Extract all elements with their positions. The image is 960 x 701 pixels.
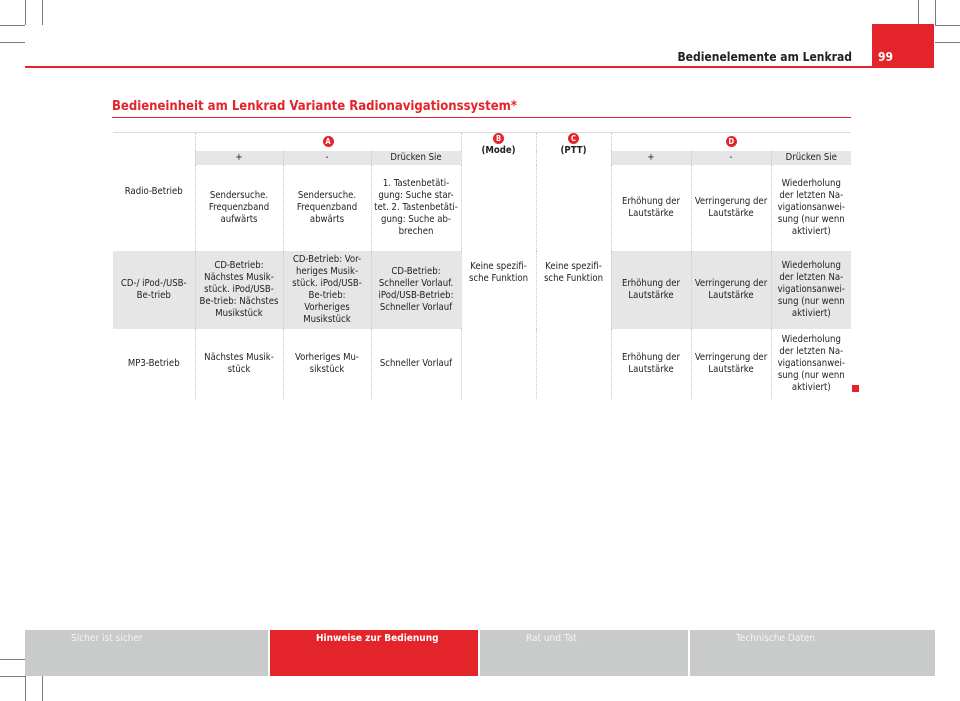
controls-table	[113, 132, 851, 399]
cell-d-press: Wiederholung der letzten Na-vigationsanwei-sung (nur wenn aktiviert)	[771, 251, 851, 329]
crop-mark	[0, 42, 25, 43]
crop-mark	[25, 0, 26, 25]
b-label: (Mode)	[481, 145, 516, 156]
c-function: Keine spezifi-sche Funktion	[543, 261, 604, 284]
cell-a-minus: Vorheriges Mu-sikstück	[283, 329, 371, 399]
column-b	[461, 133, 536, 400]
cell-a-plus: Nächstes Musik-stück	[195, 329, 283, 399]
marker-d: D	[726, 136, 737, 147]
crop-mark	[25, 676, 26, 701]
cell-d-plus: Erhöhung der Lautstärke	[611, 329, 691, 399]
marker-a: A	[323, 136, 334, 147]
group-header-d	[611, 133, 851, 152]
marker-b: B	[493, 133, 504, 144]
cell-d-press: Wiederholung der letzten Na-vigationsanwei-sung (nur wenn aktiviert)	[777, 178, 845, 237]
cell-d-minus: Verringerung der Lautstärke	[691, 165, 771, 251]
cell-d-minus: Verringerung der Lautstärke	[691, 329, 771, 399]
d-press-header: Drücken Sie	[771, 151, 851, 165]
crop-mark	[0, 676, 25, 677]
cell-a-plus: Sendersuche. Frequenzband aufwärts	[195, 165, 283, 251]
crop-mark	[42, 676, 43, 701]
group-header-a	[195, 133, 461, 152]
marker-c: C	[568, 133, 579, 144]
footer-tab-safety[interactable]: Sicher ist sicher	[25, 630, 270, 676]
c-label: (PTT)	[560, 145, 587, 156]
crop-mark	[0, 25, 25, 26]
cell-a-minus: CD-Betrieb: Vor-heriges Musik-stück. iPod/USB-Be-trieb: Vorheriges Musikstück	[283, 251, 371, 329]
column-c	[536, 133, 611, 400]
row-label-radio: Radio-Betrieb	[113, 133, 195, 252]
crop-mark	[0, 659, 25, 660]
header-title: Bedienelemente am Lenkrad	[677, 50, 852, 64]
d-minus-header: -	[691, 151, 771, 165]
header-divider	[25, 66, 872, 68]
a-plus-header: +	[195, 151, 283, 165]
d-plus-header: +	[611, 151, 691, 165]
a-press-header: Drücken Sie	[371, 151, 461, 165]
cell-a-press: CD-Betrieb: Schneller Vorlauf. iPod/USB-Betrieb: Schneller Vorlauf	[371, 251, 461, 329]
section-title: Bedieneinheit am Lenkrad Variante Radionavigationssystem*	[112, 99, 517, 114]
row-label-mp3: MP3-Betrieb	[113, 329, 195, 399]
cell-a-press: 1. Tastenbetäti-gung: Suche star-tet. 2. Tastenbetäti-gung: Suche ab-brechen	[371, 165, 461, 251]
crop-mark	[918, 0, 919, 25]
footer-tab-technical-data[interactable]: Technische Daten	[690, 630, 935, 676]
section-divider	[112, 117, 851, 118]
row-label-cd: CD-/ iPod-/USB-Be-trieb	[113, 251, 195, 329]
footer-tab-tips[interactable]: Rat und Tat	[480, 630, 690, 676]
cell-d-plus: Erhöhung der Lautstärke	[611, 251, 691, 329]
footer-nav	[25, 630, 935, 676]
cell-d-plus: Erhöhung der Lautstärke	[611, 165, 691, 251]
crop-mark	[935, 42, 960, 43]
footer-tab-operation[interactable]: Hinweise zur Bedienung	[270, 630, 480, 676]
cell-a-plus: CD-Betrieb: Nächstes Musik-stück. iPod/USB-Be-trieb: Nächstes Musikstück	[195, 251, 283, 329]
crop-mark	[42, 0, 43, 25]
end-of-section-mark	[852, 385, 859, 392]
b-function: Keine spezifi-sche Funktion	[468, 261, 529, 284]
cell-d-minus: Verringerung der Lautstärke	[691, 251, 771, 329]
crop-mark	[935, 25, 960, 26]
cell-d-press: Wiederholung der letzten Na-vigationsanwei-sung (nur wenn aktiviert)	[777, 334, 845, 393]
cell-a-minus: Sendersuche. Frequenzband abwärts	[283, 165, 371, 251]
cell-a-press: Schneller Vorlauf	[371, 329, 461, 399]
crop-mark	[935, 0, 936, 25]
a-minus-header: -	[283, 151, 371, 165]
page-number: 99	[878, 50, 894, 64]
